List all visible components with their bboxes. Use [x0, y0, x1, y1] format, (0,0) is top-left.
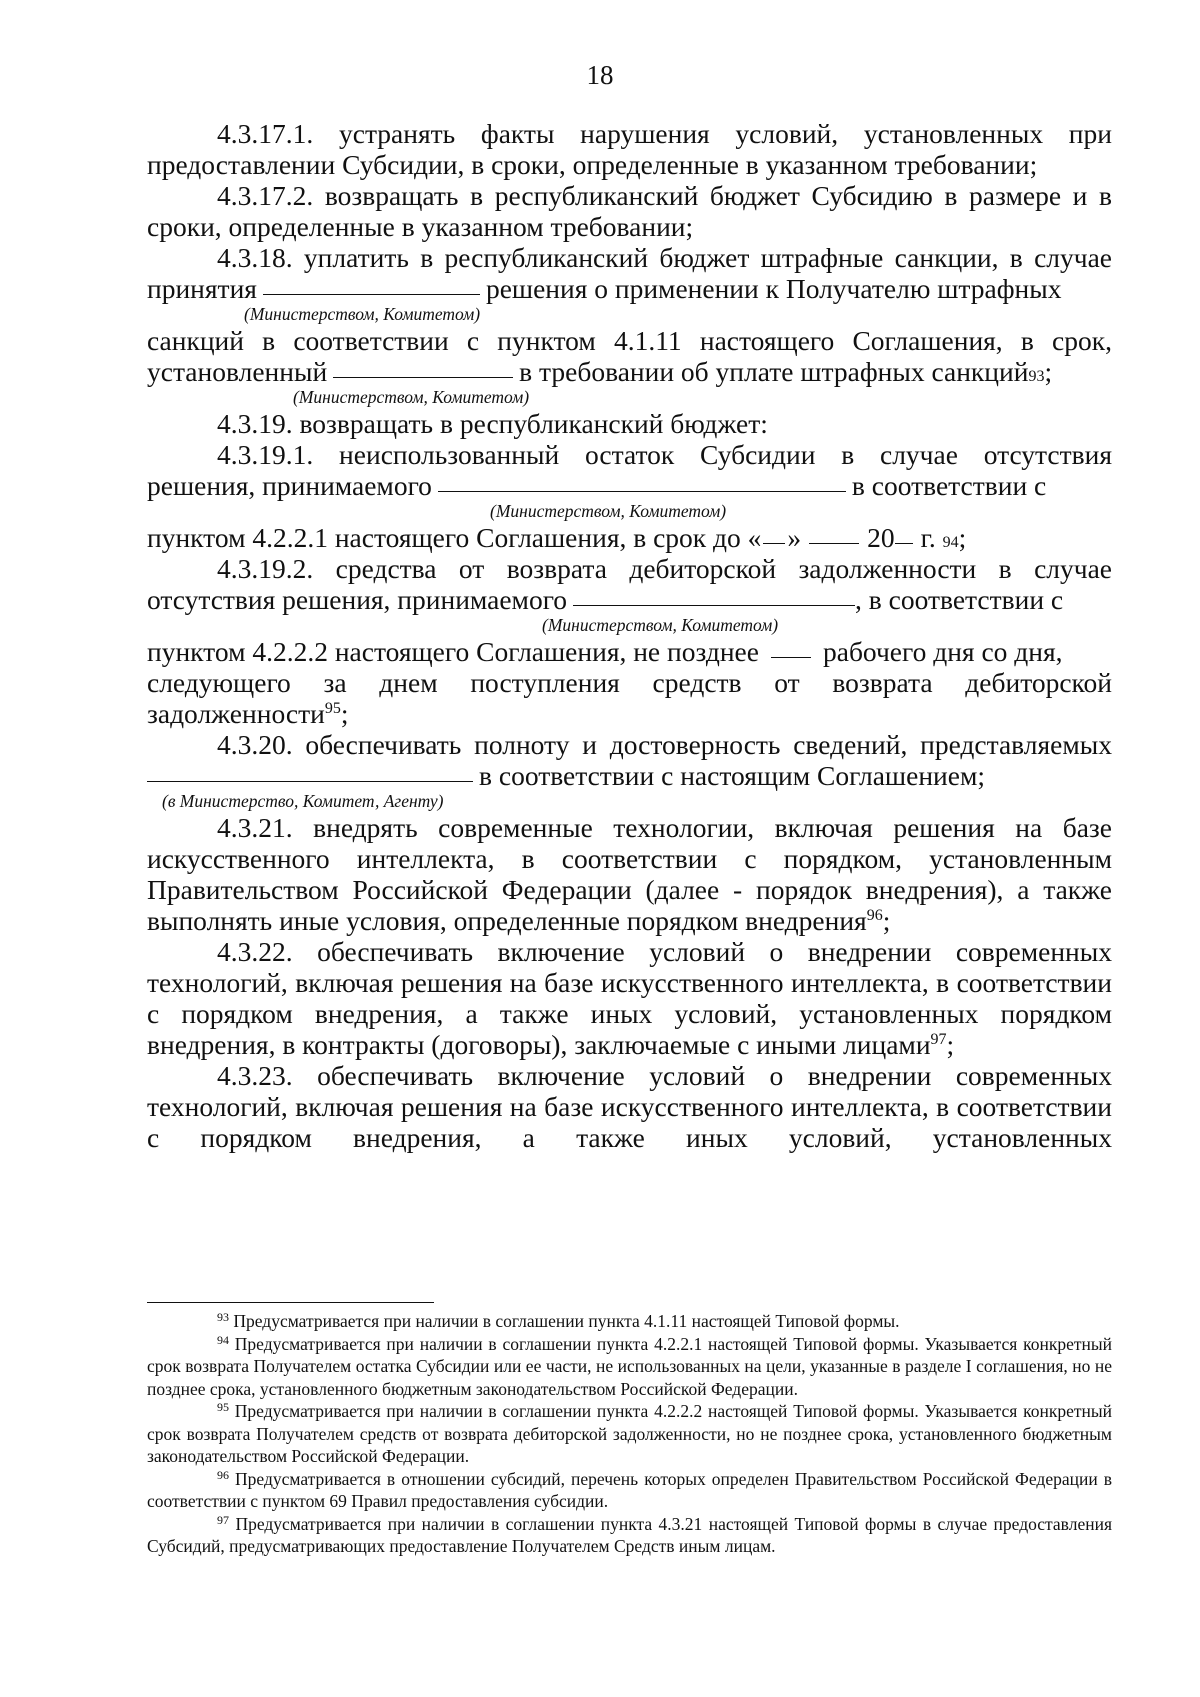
clause-4-3-18-line1: 4.3.18. уплатить в республиканский бюджет штрафные санкции, в случае — [217, 242, 1112, 273]
footnote-number: 97 — [217, 1512, 229, 1527]
text-fragment: решения о применении к Получателю штрафных — [485, 273, 1062, 304]
text-fragment: решения, принимаемого — [147, 470, 432, 501]
text-fragment: задолженности — [147, 698, 325, 729]
text-fragment: в соответствии с настоящим Соглашением; — [479, 760, 985, 791]
text-fragment: установленный — [147, 356, 328, 387]
footnote-97 — [147, 1513, 1112, 1558]
footnote-ref: 97 — [930, 1031, 947, 1048]
text-fragment: в требовании об уплате штрафных санкций — [519, 356, 1029, 387]
text-fragment: , в соответствии с — [855, 584, 1064, 615]
clause-4-3-18-line3: санкций в соответствии с пунктом 4.1.11 настоящего Соглашения, в срок, — [147, 325, 1112, 356]
clause-4-3-19-2-line2 — [147, 584, 1112, 615]
text-fragment: пунктом 4.2.2.2 настоящего Соглашения, не позднее — [147, 636, 759, 667]
footnote-text: Предусматривается в отношении субсидий, перечень которых определен Правительством Российской Федерации в соответствии с пунктом 69 Правил предоставления субсидии. — [147, 1468, 1113, 1511]
blank-hint: (Министерством, Комитетом) — [244, 304, 481, 324]
footnote-96 — [147, 1468, 1112, 1513]
text-fragment: » — [787, 522, 802, 553]
fill-in-blank — [763, 542, 785, 544]
blank-hint: (Министерством, Комитетом) — [293, 387, 530, 407]
clause-4-3-19-1-line2 — [147, 470, 1112, 501]
clause-4-3-19-2-line1: 4.3.19.2. средства от возврата дебиторской задолженности в случае — [217, 553, 1112, 584]
footnote-number: 93 — [217, 1310, 229, 1324]
footnote-ref: 96 — [866, 907, 883, 924]
footnote-text: Предусматривается при наличии в соглашении пункта 4.2.2.2 настоящей Типовой формы. Указывается конкретный срок возврата Получателем средств от возврата дебиторской задолженности, но не позднее срока, установленного бюджетным законодательством Российской Федерации. — [147, 1401, 1113, 1466]
fill-in-blank — [263, 293, 480, 295]
footnote-number: 94 — [217, 1332, 229, 1347]
footnote-ref: 95 — [324, 700, 341, 717]
footnote-number: 96 — [217, 1467, 229, 1482]
footnote-text: Предусматривается при наличии в соглашении пункта 4.1.11 настоящей Типовой формы. — [233, 1311, 900, 1331]
fill-in-blank — [809, 542, 859, 544]
footnote-93 — [147, 1310, 1112, 1333]
punctuation: ; — [882, 905, 891, 936]
text-fragment: рабочего дня со дня, — [822, 636, 1063, 667]
clause-4-3-21 — [147, 812, 1112, 936]
punctuation: ; — [1044, 356, 1053, 387]
footnote-95 — [147, 1400, 1112, 1468]
text-fragment: 20 — [867, 522, 895, 553]
fill-in-blank — [147, 780, 473, 782]
text-fragment: в соответствии с — [851, 470, 1047, 501]
clause-4-3-18-line4: установленный в требовании об уплате штрафных санкций 93 ; — [147, 356, 1053, 387]
clause-4-3-17-2: 4.3.17.2. возвращать в республиканский бюджет Субсидию в размере и в сроки, определенные в указанном требовании; — [147, 180, 1112, 242]
clause-4-3-22 — [147, 936, 1112, 1060]
footnote-separator — [147, 1302, 434, 1303]
clause-4-3-18-line2 — [147, 273, 1112, 304]
fill-in-blank — [333, 376, 513, 378]
punctuation: ; — [340, 698, 349, 729]
clause-4-3-19-2-line5 — [147, 698, 1112, 729]
clause-4-3-19-1-line3: пунктом 4.2.2.1 настоящего Соглашения, в срок до « » 20 г. 94 ; — [147, 522, 967, 553]
footnote-number: 95 — [217, 1400, 229, 1414]
text-fragment: пунктом 4.2.2.1 настоящего Соглашения, в срок до « — [147, 522, 762, 553]
text-fragment: г. — [920, 522, 936, 553]
footnote-text: Предусматривается при наличии в соглашении пункта 4.3.21 настоящей Типовой формы в случае предоставления Субсидий, предусматривающих предоставление Получателем Средств иным лицам. — [147, 1513, 1112, 1556]
blank-hint: (в Министерство, Комитет, Агенту) — [162, 791, 444, 811]
page-number: 18 — [586, 60, 614, 90]
clause-4-3-17-1: 4.3.17.1. устранять факты нарушения условий, установленных при предоставлении Субсидии, в сроки, определенные в указанном требовании; — [147, 118, 1112, 180]
clause-4-3-20-line2 — [147, 760, 1112, 791]
footnotes — [147, 1310, 1112, 1558]
clause-4-3-19: 4.3.19. возвращать в республиканский бюджет: — [217, 408, 768, 439]
blank-hint: (Министерством, Комитетом) — [542, 615, 779, 635]
text-fragment: принятия — [147, 273, 257, 304]
fill-in-blank — [573, 604, 855, 606]
punctuation: ; — [958, 522, 967, 553]
fill-in-blank — [895, 542, 913, 544]
text-fragment: 4.3.22. обеспечивать включение условий о внедрении современных технологий, включая решения на базе искусственного интеллекта, в соответствии с порядком внедрения, а также иных условий, установленных порядком внедрения, в контракты (договоры), заключаемые с иными лицами — [147, 936, 1112, 1060]
fill-in-blank — [771, 656, 811, 658]
clause-4-3-19-1-line1: 4.3.19.1. неиспользованный остаток Субсидии в случае отсутствия — [217, 439, 1112, 470]
text-fragment: 4.3.21. внедрять современные технологии, включая решения на базе искусственного интеллекта, в соответствии с порядком, установленным Правительством Российской Федерации (далее - порядок внедрения), а также выполнять иные условия, определенные порядком внедрения — [147, 812, 1112, 936]
clause-4-3-19-2-line4: следующего за днем поступления средств от возврата дебиторской — [147, 667, 1112, 698]
fill-in-blank — [438, 490, 846, 492]
clause-4-3-23: 4.3.23. обеспечивать включение условий о внедрении современных технологий, включая решения на базе искусственного интеллекта, в соответствии с порядком внедрения, а также иных условий, установленных — [147, 1060, 1112, 1153]
document-body — [147, 118, 1112, 1153]
clause-4-3-19-2-line3 — [147, 636, 1112, 667]
text-fragment: отсутствия решения, принимаемого — [147, 584, 568, 615]
blank-hint: (Министерством, Комитетом) — [490, 501, 727, 521]
punctuation: ; — [946, 1029, 955, 1060]
footnote-94 — [147, 1333, 1112, 1401]
clause-4-3-20-line1: 4.3.20. обеспечивать полноту и достоверность сведений, представляемых — [217, 729, 1112, 760]
footnote-text: Предусматривается при наличии в соглашении пункта 4.2.2.1 настоящей Типовой формы. Указывается конкретный срок возврата Получателем остатка Субсидии или ее части, не использованных на цели, указанные в разделе I соглашения, но не позднее срока, установленного бюджетным законодательством Российской Федерации. — [147, 1333, 1113, 1399]
